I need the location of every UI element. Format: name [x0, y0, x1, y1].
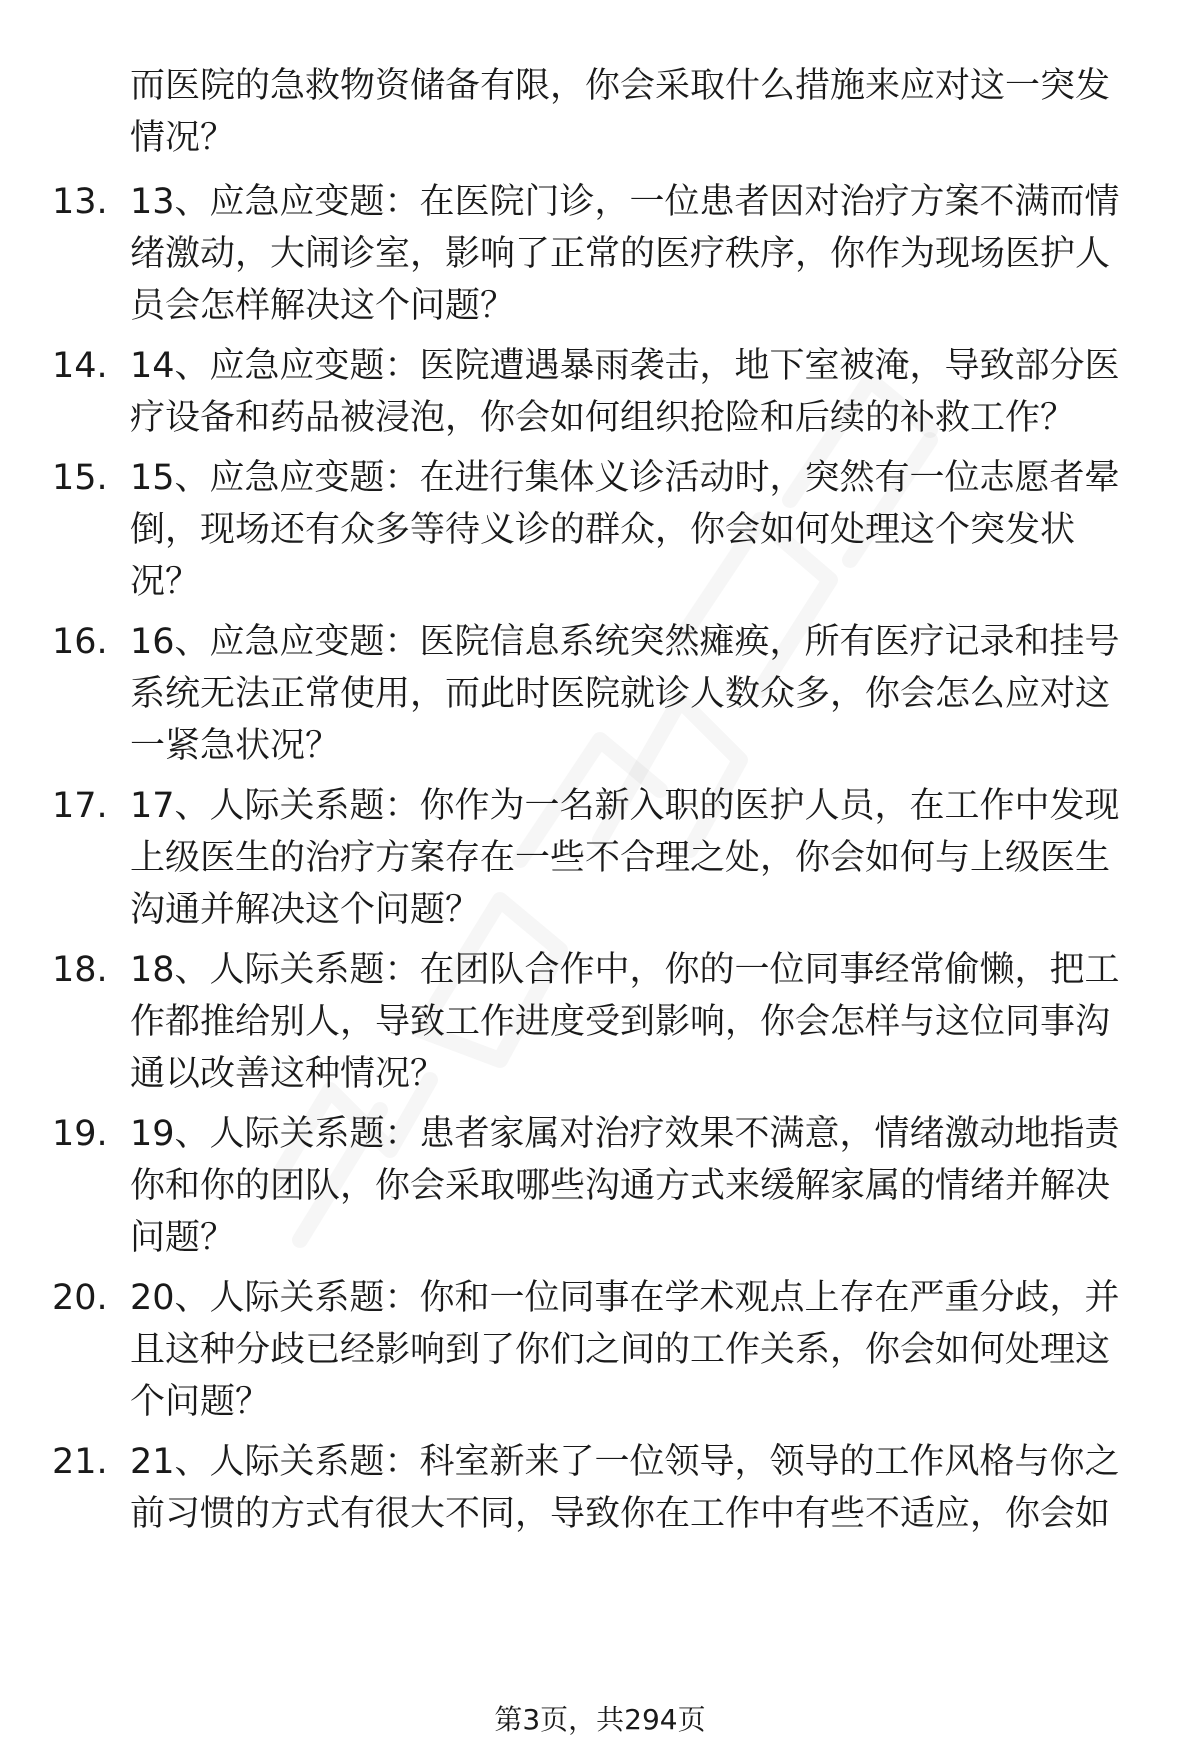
list-item-text: 18、人际关系题：在团队合作中，你的一位同事经常偷懒，把工 作都推给别人，导致工作进度受到影响，你会怎样与这位同事沟 通以改善这种情况？ — [130, 950, 1120, 1094]
list-item-number: 18. — [52, 950, 108, 990]
list-item-text: 15、应急应变题：在进行集体义诊活动时，突然有一位志愿者晕 倒，现场还有众多等待义诊的群众，你会如何处理这个突发状 况？ — [130, 458, 1120, 602]
list-item-text: 19、人际关系题：患者家属对治疗效果不满意，情绪激动地指责 你和你的团队，你会采取哪些沟通方式来缓解家属的情绪并解决 问题？ — [130, 1114, 1120, 1258]
list-item-number: 15. — [52, 458, 108, 498]
list-item-number: 21. — [52, 1442, 108, 1482]
list-item-text: 14、应急应变题：医院遭遇暴雨袭击，地下室被淹，导致部分医 疗设备和药品被浸泡，你会如何组织抢险和后续的补救工作？ — [130, 346, 1120, 438]
list-item-text: 20、人际关系题：你和一位同事在学术观点上存在严重分歧，并 且这种分歧已经影响到了你们之间的工作关系，你会如何处理这 个问题？ — [130, 1278, 1120, 1422]
page-number-footer: 第3页，共294页 — [494, 1703, 706, 1736]
list-item-text: 17、人际关系题：你作为一名新入职的医护人员，在工作中发现 上级医生的治疗方案存在一些不合理之处，你会如何与上级医生 沟通并解决这个问题？ — [130, 786, 1120, 930]
list-item-number: 19. — [52, 1114, 108, 1154]
list-item-number: 14. — [52, 346, 108, 386]
list-item-number: 17. — [52, 786, 108, 826]
list-item-text: 16、应急应变题：医院信息系统突然瘫痪，所有医疗记录和挂号 系统无法正常使用，而此时医院就诊人数众多，你会怎么应对这 一紧急状况？ — [130, 622, 1120, 766]
question-continuation-text: 而医院的急救物资储备有限，你会采取什么措施来应对这一突发 情况？ — [130, 66, 1111, 158]
list-item-number: 20. — [52, 1278, 108, 1318]
list-item-text: 21、人际关系题：科室新来了一位领导，领导的工作风格与你之 前习惯的方式有很大不同，导致你在工作中有些不适应，你会如 — [130, 1442, 1120, 1534]
list-item-text: 13、应急应变题：在医院门诊，一位患者因对治疗方案不满而情 绪激动，大闹诊室，影响了正常的医疗秩序，你作为现场医护人 员会怎样解决这个问题？ — [130, 182, 1120, 326]
list-item-number: 13. — [52, 182, 108, 222]
list-item-number: 16. — [52, 622, 108, 662]
